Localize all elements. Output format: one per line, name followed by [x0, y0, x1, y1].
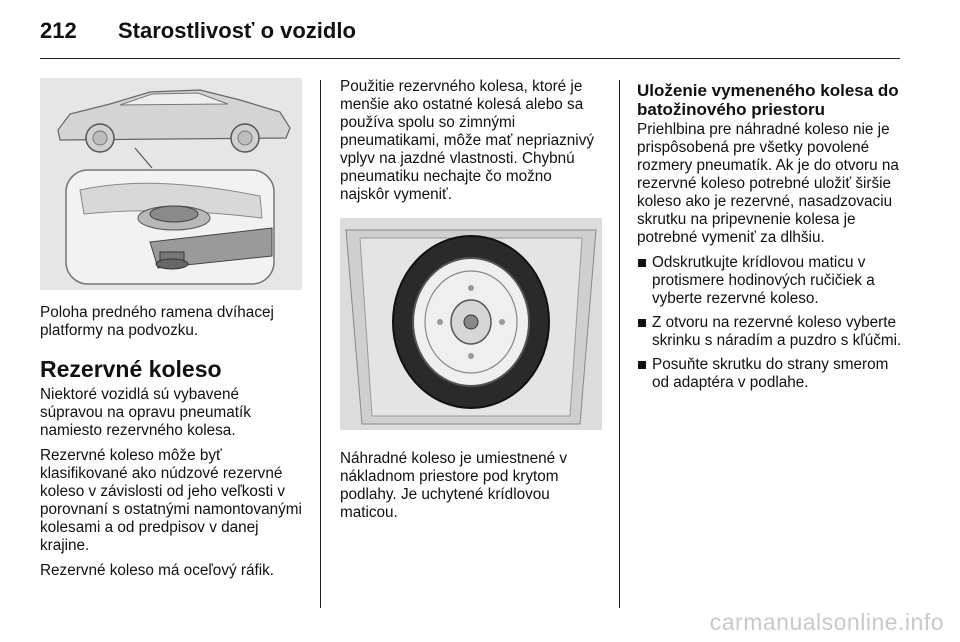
bullet-square-icon: [638, 319, 646, 327]
figure-caption: Poloha predného ramena dvíhacej platformy na podvozku.: [40, 304, 274, 339]
bullet-square-icon: [638, 361, 646, 369]
column-1: [40, 78, 302, 587]
chapter-title: Starostlivosť o vozidlo: [118, 18, 356, 43]
column-2: [340, 78, 602, 529]
column-divider-2: [619, 80, 620, 608]
paragraph: Rezervné koleso môže byť klasifikované ako núdzové rezervné koleso v závislosti od jeho veľkosti v porovnaní s ostatnými namontovanými kolesami a od predpisov v danej krajine.: [40, 447, 302, 554]
paragraph: Priehlbina pre náhradné koleso nie je prispôsobená pre všetky povolené rozmery pneumatík. Ak je do otvoru na rezervné koleso potrebné uložiť širšie koleso ako je rezervné, nasadzovaciu skrutku na pripevnenie kolesa je potrebné vymeniť za dlhšiu.: [637, 121, 899, 246]
list-item: Posuňte skrutku do strany smerom od adaptéra v podlahe.: [637, 356, 905, 392]
paragraph: Náhradné koleso je umiestnené v nákladnom priestore pod krytom podlahy. Je uchytené krídlovou maticou.: [340, 450, 568, 521]
spare-wheel-svg: [340, 218, 602, 430]
paragraph: Rezervné koleso má oceľový ráfik.: [40, 562, 275, 579]
page-number: 212: [40, 18, 77, 43]
page-header: [40, 18, 356, 44]
list-item: Odskrutkujte krídlovou maticu v protismere hodinových ručičiek a vyberte rezervné koleso.: [637, 254, 905, 308]
paragraph: Použitie rezervného kolesa, ktoré je menšie ako ostatné kolesá alebo sa používa spolu so zimnými pneumatikami, môže mať nepriaznivý vplyv na jazdné vlastnosti. Chybnú pneumatiku nechajte čo možno najskôr vymeniť.: [340, 78, 594, 203]
car-lift-svg: [40, 78, 302, 290]
section-heading-spare-wheel: Rezervné koleso: [40, 356, 222, 382]
header-rule: [40, 58, 900, 59]
paragraph: Niektoré vozidlá sú vybavené súpravou na opravu pneumatík namiesto rezervného kolesa.: [40, 386, 251, 439]
section-heading-storage: Uloženie vymeneného kolesa do batožinového priestoru: [637, 81, 899, 119]
column-3: [637, 78, 905, 398]
instruction-list: [637, 254, 905, 392]
list-item: Z otvoru na rezervné koleso vyberte skrinku s náradím a puzdro s kľúčmi.: [637, 314, 905, 350]
watermark: carmanualsonline.info: [709, 609, 944, 635]
spare-wheel-illustration: [340, 218, 602, 430]
lift-point-illustration: [40, 78, 302, 290]
column-divider-1: [320, 80, 321, 608]
bullet-square-icon: [638, 259, 646, 267]
